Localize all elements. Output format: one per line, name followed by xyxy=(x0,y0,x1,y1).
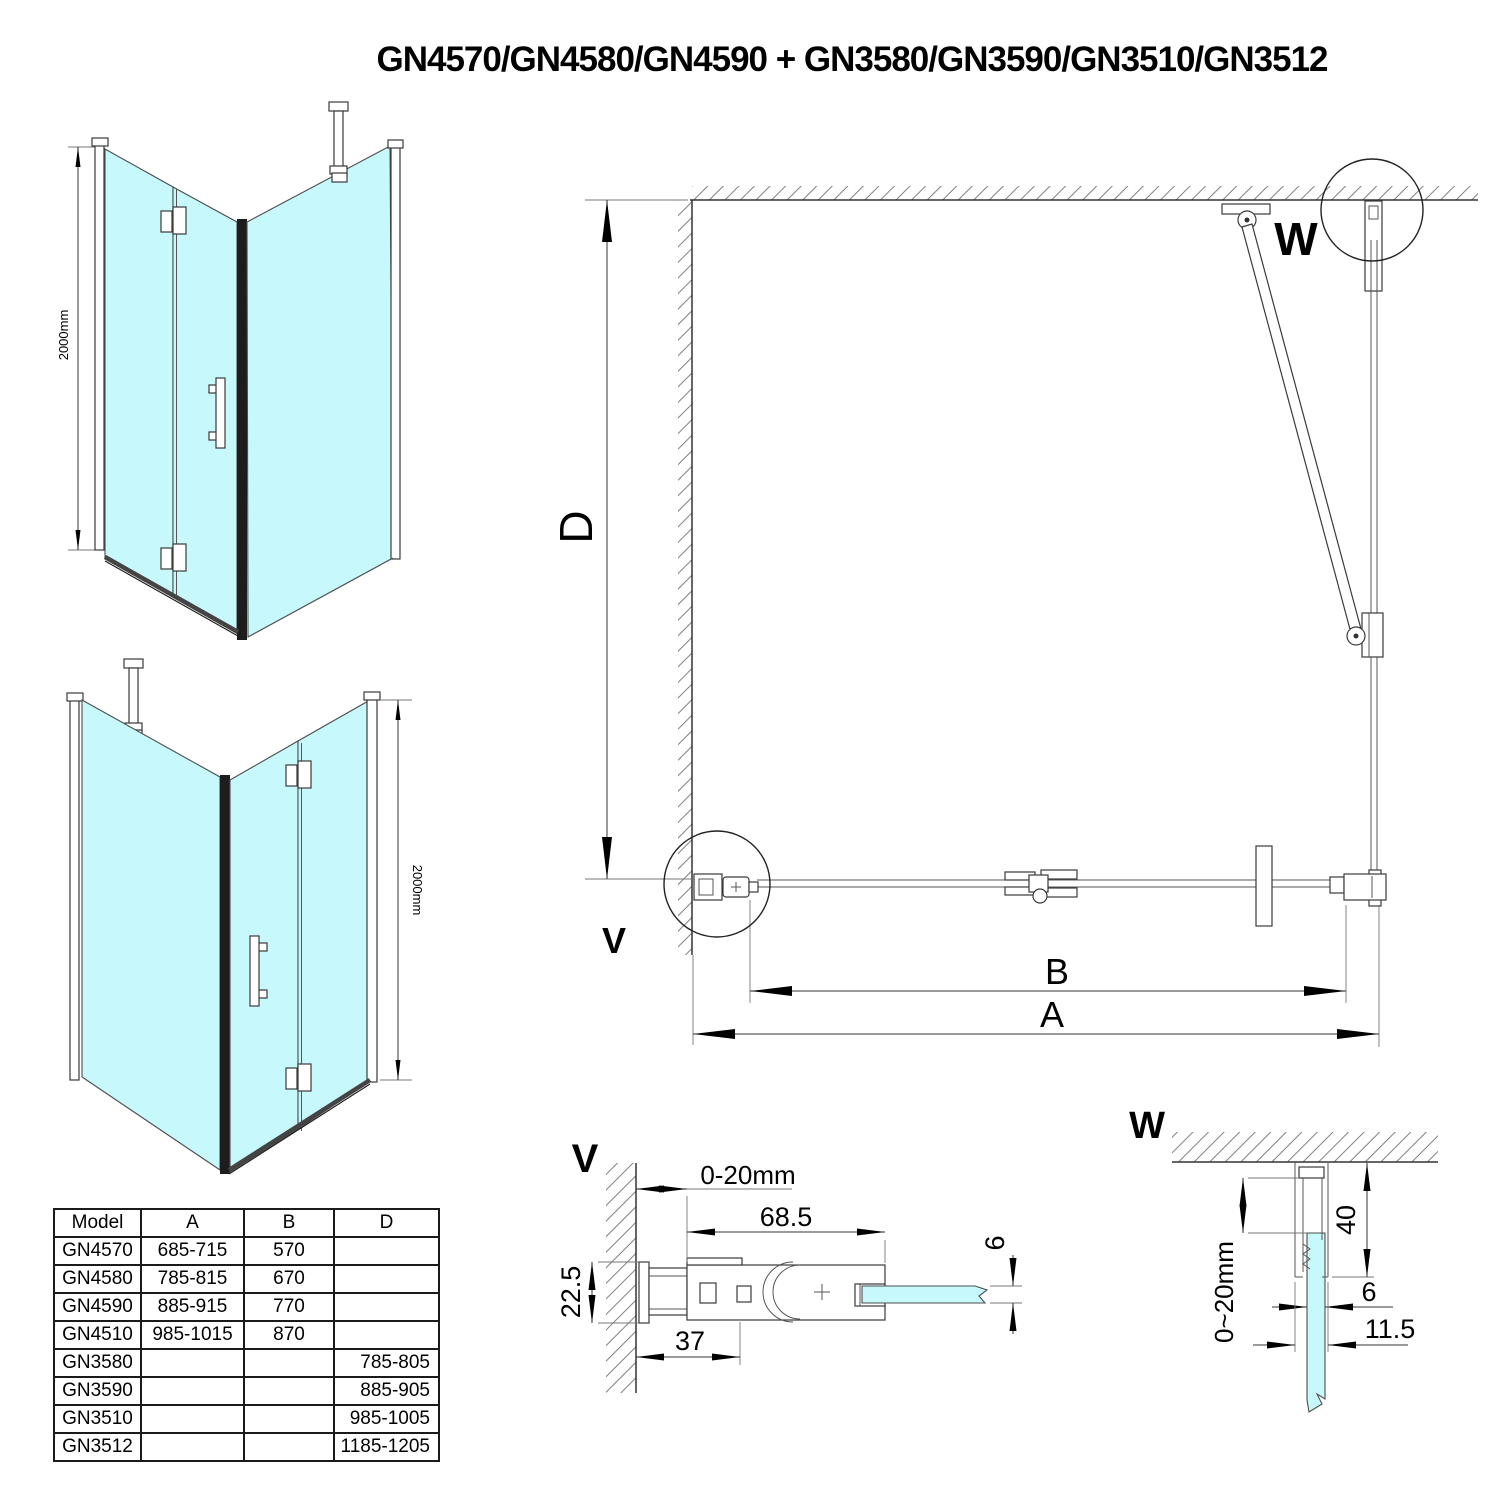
hinge xyxy=(286,761,311,788)
dim-glass xyxy=(1272,1277,1393,1307)
cell-model: GN4590 xyxy=(54,1293,141,1321)
height-dimension xyxy=(56,147,100,550)
cell-a xyxy=(141,1405,244,1433)
wall-post-cap xyxy=(92,138,108,146)
dim-profile-width xyxy=(1253,1282,1415,1352)
detail-v xyxy=(556,1137,1022,1393)
cell-d xyxy=(334,1321,439,1349)
dimension-a xyxy=(693,905,1379,1047)
table-row xyxy=(54,1405,439,1433)
iso-view-1 xyxy=(56,102,403,640)
col-header-a: A xyxy=(141,1209,244,1237)
table-row xyxy=(54,1321,439,1349)
cell-b: 570 xyxy=(244,1237,334,1265)
dim-text: 0~20mm xyxy=(1209,1241,1239,1343)
side-glass-panel xyxy=(82,700,220,1170)
table-row xyxy=(54,1433,439,1461)
ceiling-hatch xyxy=(1172,1132,1438,1162)
table-row xyxy=(54,1377,439,1405)
wall-hatch xyxy=(606,1163,636,1393)
side-panel-frame xyxy=(391,144,400,559)
cell-b xyxy=(244,1349,334,1377)
callout-label-w: W xyxy=(1274,213,1318,265)
col-header-b: B xyxy=(244,1209,334,1237)
dim-label-b: B xyxy=(1044,951,1070,992)
table-row xyxy=(54,1349,439,1377)
cell-a xyxy=(141,1349,244,1377)
side-panel-frame-cap xyxy=(388,140,403,148)
plan-view xyxy=(550,159,1478,1047)
table-row xyxy=(54,1237,439,1265)
ceiling-profile-plan xyxy=(1365,201,1382,291)
dim-text: 37 xyxy=(674,1326,706,1356)
cell-a: 685-715 xyxy=(141,1237,244,1265)
hinge xyxy=(286,1064,311,1091)
dim-profile-width xyxy=(687,1202,885,1263)
cell-a: 985-1015 xyxy=(141,1321,244,1349)
wall-profile-plan xyxy=(694,874,758,900)
table-row xyxy=(54,1265,439,1293)
table-header-row xyxy=(54,1209,439,1237)
hinge xyxy=(161,207,186,234)
dim-profile-base xyxy=(636,1322,740,1365)
cell-d: 985-1005 xyxy=(334,1405,439,1433)
detail-w-label: W xyxy=(1129,1105,1165,1147)
support-bar xyxy=(329,102,348,182)
cell-d: 1185-1205 xyxy=(334,1433,439,1461)
page-title: GN4570/GN4580/GN4590 + GN3580/GN3590/GN3510/GN3512 xyxy=(376,40,1328,79)
dim-label-d: D xyxy=(550,510,602,544)
cell-d: 885-905 xyxy=(334,1377,439,1405)
cell-a: 785-815 xyxy=(141,1265,244,1293)
wall-post xyxy=(95,142,104,550)
cell-model: GN3510 xyxy=(54,1405,141,1433)
dim-text: 0-20mm xyxy=(700,1160,796,1190)
glass-section xyxy=(1307,1233,1325,1412)
wall-post xyxy=(367,696,377,1082)
side-panel-frame xyxy=(70,697,79,1080)
side-glass-panel xyxy=(247,146,393,637)
cell-model: GN3512 xyxy=(54,1433,141,1461)
corner-post xyxy=(237,219,247,640)
cell-b xyxy=(244,1377,334,1405)
cell-b: 770 xyxy=(244,1293,334,1321)
dim-text: 6 xyxy=(980,1235,1010,1251)
cell-a xyxy=(141,1433,244,1461)
door-handle-plan xyxy=(1256,846,1272,926)
cell-d xyxy=(334,1293,439,1321)
cell-b xyxy=(244,1405,334,1433)
cell-a xyxy=(141,1377,244,1405)
corner-block xyxy=(1344,874,1386,900)
cell-model: GN4570 xyxy=(54,1237,141,1265)
dim-glass xyxy=(980,1235,1022,1334)
cell-b: 870 xyxy=(244,1321,334,1349)
dim-profile-height xyxy=(1331,1163,1374,1277)
wall-post-cap xyxy=(364,692,380,700)
detail-v-label: V xyxy=(571,1137,599,1181)
wall-hatch-top xyxy=(692,186,1478,200)
cell-b xyxy=(244,1433,334,1461)
dim-text: 22.5 xyxy=(556,1265,586,1319)
corner-post xyxy=(220,775,230,1174)
cell-b: 670 xyxy=(244,1265,334,1293)
dim-text: 40 xyxy=(1331,1204,1361,1236)
callout-label-v: V xyxy=(601,920,627,961)
side-panel-plan-fill xyxy=(1371,202,1377,874)
dim-label-a: A xyxy=(1039,994,1065,1035)
cell-d: 785-805 xyxy=(334,1349,439,1377)
dimension-d xyxy=(550,200,695,879)
detail-w xyxy=(1129,1105,1438,1412)
dim-text: 6 xyxy=(1361,1277,1377,1307)
door-glass-panel-1 xyxy=(230,741,298,1172)
cell-model: GN4510 xyxy=(54,1321,141,1349)
table-row xyxy=(54,1293,439,1321)
cell-d xyxy=(334,1237,439,1265)
cell-model: GN3580 xyxy=(54,1349,141,1377)
col-header-model: Model xyxy=(54,1209,141,1237)
height-dim-label: 2000mm xyxy=(410,864,425,916)
height-dimension xyxy=(380,700,425,1080)
dim-text: 11.5 xyxy=(1364,1314,1416,1344)
corner-hinge xyxy=(1330,877,1344,893)
cell-d xyxy=(334,1265,439,1293)
iso-view-2 xyxy=(67,659,425,1174)
col-header-d: D xyxy=(334,1209,439,1237)
side-panel-frame-cap xyxy=(67,693,83,701)
wall-profile-section xyxy=(639,1258,885,1323)
cell-model: GN4580 xyxy=(54,1265,141,1293)
dim-text: 68.5 xyxy=(759,1202,813,1232)
cell-a: 885-915 xyxy=(141,1293,244,1321)
support-bar-plan xyxy=(1222,204,1383,657)
cell-model: GN3590 xyxy=(54,1377,141,1405)
hinge xyxy=(161,544,186,571)
height-dim-label: 2000mm xyxy=(56,309,71,361)
dim-adjust xyxy=(1209,1178,1307,1343)
spec-table xyxy=(53,1208,440,1462)
glass-section xyxy=(862,1286,987,1303)
